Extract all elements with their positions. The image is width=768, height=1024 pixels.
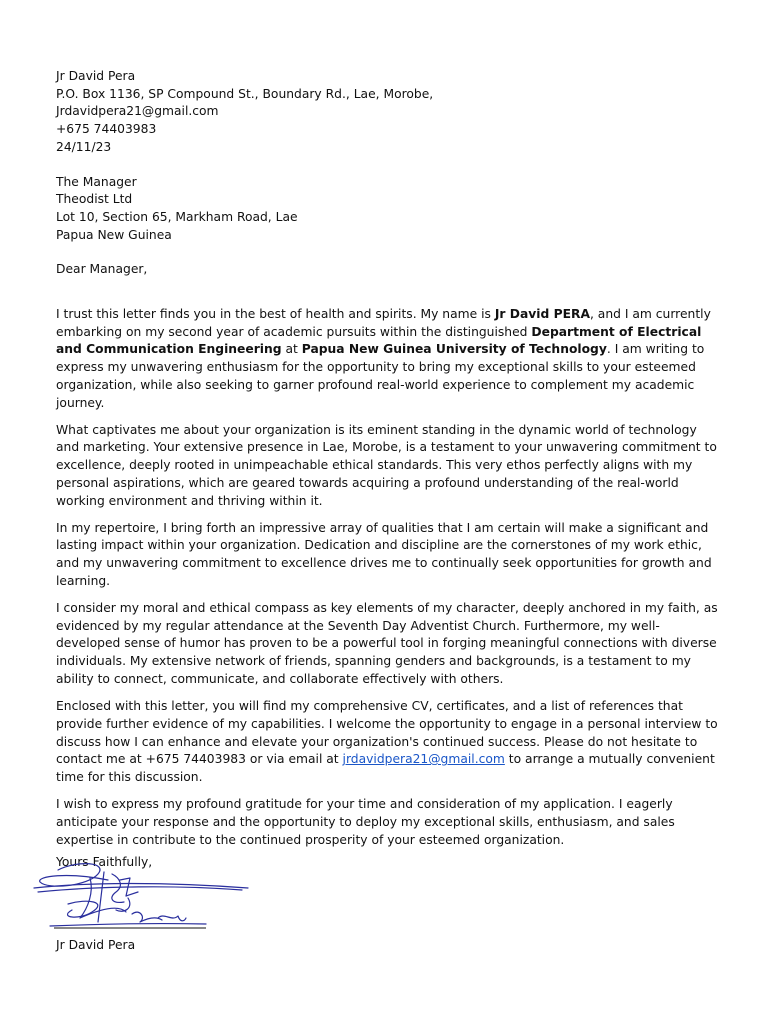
letter-body bbox=[56, 68, 718, 859]
email-link[interactable]: jrdavidpera21@gmail.com bbox=[342, 752, 505, 767]
sender-name: Jr David Pera bbox=[56, 69, 136, 83]
letter-date: 24/11/23 bbox=[56, 139, 112, 154]
paragraph-character: I consider my moral and ethical compass as key elements of my character, deeply anchored in my faith, as evidenced by my regular attendance at the Seventh Day Adventist Church. Furthermore, my well-developed sense of humor has proven to be a powerful tool in forging meaningful connections with diverse individuals. My extensive network of friends, spanning genders and backgrounds, is a testament to my ability to connect, communicate, and collaborate effectively with others. bbox=[56, 601, 718, 686]
paragraph-organization: What captivates me about your organization is its eminent standing in the dynamic world of technology and marketing. Your extensive presence in Lae, Morobe, is a testament to your unwavering commitment to excellence, deeply rooted in unimpeachable ethical standards. This very ethos perfectly aligns with my personal aspirations, which are geared towards acquiring a profound understanding of the real-world working environment and thriving within it. bbox=[56, 422, 717, 508]
sender-email: Jrdavidpera21@gmail.com bbox=[56, 104, 219, 119]
signature-image bbox=[28, 852, 252, 938]
recipient-block bbox=[56, 174, 718, 245]
sender-phone: +675 74403983 bbox=[56, 122, 157, 137]
recipient-company: Theodist Ltd bbox=[56, 192, 133, 207]
department-name: Department of Electrical and Communication Engineering bbox=[56, 324, 702, 357]
salutation: Dear Manager, bbox=[56, 262, 148, 277]
paragraph-qualities: In my repertoire, I bring forth an impressive array of qualities that I am certain will make a significant and lasting impact within your organization. Dedication and discipline are the cornerstones of my work ethic, and my unwavering commitment to excellence drives me to continually seek opportunities for growth and learning. bbox=[56, 520, 712, 588]
signature-name: Jr David Pera bbox=[56, 938, 136, 952]
applicant-name: Jr David PERA bbox=[494, 307, 590, 322]
paragraph-gratitude: I wish to express my profound gratitude for your time and consideration of my application. I eagerly anticipate your response and the opportunity to deploy my exceptional skills, enthusiasm, and sales expertise in contribute to the continued prosperity of your esteemed organization. bbox=[56, 797, 675, 847]
closing: Yours Faithfully, bbox=[56, 855, 153, 869]
recipient-street: Lot 10, Section 65, Markham Road, Lae bbox=[56, 209, 298, 224]
recipient-country: Papua New Guinea bbox=[56, 227, 172, 242]
paragraph-intro: I trust this letter finds you in the best of health and spirits. My name is Jr David PERA, and I am currently embarking on my second year of academic pursuits within the distinguished Department of Electrical and Communication Engineering at Papua New Guinea University of Technology. I am writing to express my unwavering enthusiasm for the opportunity to bring my exceptional skills to your esteemed organization, while also seeking to garner profound real-world experience to complement my academic journey. bbox=[56, 307, 711, 410]
sender-block bbox=[56, 68, 718, 157]
sender-address: P.O. Box 1136, SP Compound St., Boundary Rd., Lae, Morobe, bbox=[56, 86, 434, 101]
university-name: Papua New Guinea University of Technology bbox=[301, 342, 607, 357]
paragraph-enclosures: Enclosed with this letter, you will find my comprehensive CV, certificates, and a list of references that provide further evidence of my capabilities. I welcome the opportunity to engage in a personal interview to discuss how I can enhance and elevate your organization's continued success. Please do not hesitate to contact me at +675 74403983 or via email at jrdavidpera21@gmail.com to arrange a mutually convenient time for this discussion. bbox=[56, 699, 718, 784]
recipient-title: The Manager bbox=[56, 174, 137, 189]
